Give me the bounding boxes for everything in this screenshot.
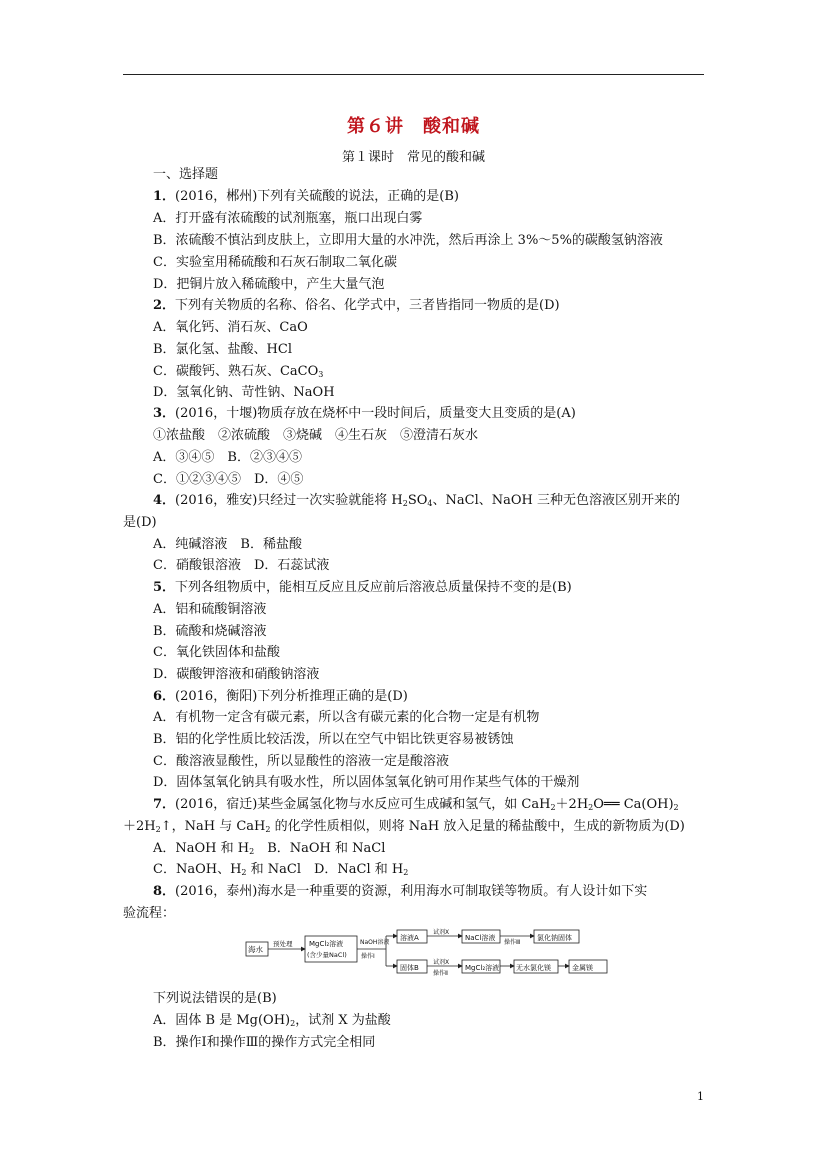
option-d: D．把铜片放入稀硫酸中，产生大量气泡 bbox=[153, 277, 385, 292]
question-stem: SO bbox=[407, 493, 428, 508]
option-b: B．硫酸和烧碱溶液 bbox=[153, 624, 267, 639]
subscript: 2 bbox=[290, 1019, 296, 1028]
question-stem: 下列各组物质中，能相互反应且反应前后溶液总质量保持不变的是(B) bbox=[175, 580, 572, 595]
option-text: A．NaOH 和 H bbox=[153, 841, 250, 856]
question-number: 5． bbox=[153, 580, 176, 595]
question-stem-continued: 是(D) bbox=[123, 515, 157, 530]
question-stem: (2016，宿迁)某些金属氢化物与水反应可生成碱和氢气，如 CaH bbox=[175, 797, 551, 812]
pretreat-label: 预处理 bbox=[273, 940, 293, 948]
subscript: 2 bbox=[249, 847, 255, 856]
question-stem: (2016，雅安)只经过一次实验就能将 H bbox=[175, 493, 403, 508]
option-text: C．NaOH、H bbox=[153, 862, 242, 877]
question-6 bbox=[153, 688, 408, 706]
question-3 bbox=[153, 405, 576, 423]
solution-a-label: 溶液A bbox=[400, 934, 419, 942]
mgcl2-solution-label: MgCl₂溶液 bbox=[309, 940, 344, 948]
option-text: A．固体 B 是 Mg(OH) bbox=[153, 1013, 291, 1028]
option-a: A．打开盛有浓硫酸的试剂瓶塞，瓶口出现白雾 bbox=[153, 211, 423, 226]
mg-metal-label: 金属镁 bbox=[572, 964, 593, 972]
question-stem: (2016，郴州)下列有关硫酸的说法，正确的是(B) bbox=[175, 189, 459, 204]
question-7 bbox=[153, 796, 679, 814]
options-ab: A．③④⑤ B．②③④⑤ bbox=[153, 450, 302, 465]
operation-1-label: 操作Ⅰ bbox=[361, 953, 375, 960]
option-text: C．碳酸钙、熟石灰、CaCO bbox=[153, 364, 319, 379]
subscript: 2 bbox=[241, 868, 247, 877]
question-number: 6． bbox=[153, 689, 176, 704]
subscript: 2 bbox=[155, 825, 161, 834]
question-number: 4． bbox=[153, 493, 176, 508]
page-subtitle: 第１课时 常见的酸和碱 bbox=[341, 150, 485, 165]
question-stem: ＋2H bbox=[555, 797, 589, 812]
option-b: B．氯化氢、盐酸、HCl bbox=[153, 342, 292, 357]
anhydrous-mgcl2-label: 无水氯化镁 bbox=[516, 964, 551, 972]
question-stem: (2016，衡阳)下列分析推理正确的是(D) bbox=[175, 689, 408, 704]
question-stem: 的化学性质相似，则将 NaH 放入足量的稀盐酸中，生成的新物质为(D) bbox=[270, 819, 685, 834]
nacl-solid-label: 氯化钠固体 bbox=[537, 934, 572, 942]
option-d: D．氢氧化钠、苛性钠、NaOH bbox=[153, 385, 335, 400]
question-number: 7． bbox=[153, 797, 176, 812]
options-ab bbox=[153, 840, 385, 858]
option-c: C．氧化铁固体和盐酸 bbox=[153, 645, 280, 660]
experiment-flowchart bbox=[243, 928, 613, 978]
question-stem: ＋2H bbox=[123, 819, 156, 834]
question-stem-continued bbox=[123, 818, 685, 836]
question-ask: 下列说法错误的是(B) bbox=[153, 991, 277, 1006]
question-items: ①浓盐酸 ②浓硫酸 ③烧碱 ④生石灰 ⑤澄清石灰水 bbox=[153, 428, 479, 443]
subscript: 3 bbox=[318, 370, 324, 379]
options-cd bbox=[153, 861, 408, 879]
option-d: D．碳酸钾溶液和硝酸钠溶液 bbox=[153, 667, 320, 682]
question-stem: O══ Ca(OH) bbox=[593, 797, 674, 812]
options-cd: C．硝酸银溶液 D．石蕊试液 bbox=[153, 558, 330, 573]
section-heading: 一、选择题 bbox=[153, 167, 219, 182]
option-text: 和 NaCl D．NaCl 和 H bbox=[246, 862, 404, 877]
question-2 bbox=[153, 297, 560, 315]
subscript: 2 bbox=[673, 803, 679, 812]
subscript: 2 bbox=[588, 803, 594, 812]
operation-3-label: 操作Ⅲ bbox=[504, 939, 521, 946]
option-text: ，试剂 X 为盐酸 bbox=[295, 1013, 391, 1028]
seawater-label: 海水 bbox=[248, 945, 263, 954]
option-a bbox=[153, 1012, 391, 1030]
operation-2-label: 操作Ⅱ bbox=[433, 970, 448, 977]
option-b: B．铝的化学性质比较活泼，所以在空气中铝比铁更容易被锈蚀 bbox=[153, 732, 514, 747]
page-title: 第６讲 酸和碱 bbox=[347, 116, 480, 137]
question-number: 8． bbox=[153, 884, 176, 899]
contains-nacl-label: (含少量NaCl) bbox=[307, 951, 347, 959]
nacl-solution-label: NaCl溶液 bbox=[465, 934, 496, 942]
question-stem: (2016，泰州)海水是一种重要的资源，利用海水可制取镁等物质。有人设计如下实 bbox=[175, 884, 648, 899]
question-number: 2． bbox=[153, 298, 176, 313]
option-c bbox=[153, 363, 323, 381]
question-5 bbox=[153, 579, 572, 597]
solid-b-label: 固体B bbox=[400, 964, 419, 972]
reagent-x-label-2: 试剂X bbox=[433, 959, 450, 966]
option-c: C．酸溶液显酸性，所以显酸性的溶液一定是酸溶液 bbox=[153, 754, 449, 769]
subscript: 2 bbox=[403, 868, 409, 877]
question-number: 3． bbox=[153, 406, 176, 421]
options-ab: A．纯碱溶液 B．稀盐酸 bbox=[153, 537, 302, 552]
question-stem: ↑，NaH 与 CaH bbox=[160, 819, 266, 834]
option-b: B．浓硫酸不慎沾到皮肤上，立即用大量的水冲洗，然后再涂上 3%～5%的碳酸氢钠溶液 bbox=[153, 233, 663, 248]
subscript: 2 bbox=[402, 499, 408, 508]
option-a: A．铝和硫酸铜溶液 bbox=[153, 602, 267, 617]
option-text: B．NaOH 和 NaCl bbox=[254, 841, 386, 856]
option-a: A．有机物一定含有碳元素，所以含有碳元素的化合物一定是有机物 bbox=[153, 710, 540, 725]
mgcl2-solution-label-2: MgCl₂溶液 bbox=[465, 964, 500, 972]
naoh-solution-label: NaOH溶液 bbox=[360, 939, 390, 946]
question-1 bbox=[153, 188, 459, 206]
option-c: C．实验室用稀硫酸和石灰石制取二氧化碳 bbox=[153, 255, 397, 270]
reagent-x-label: 试剂X bbox=[433, 929, 450, 936]
subscript: 2 bbox=[550, 803, 556, 812]
question-stem-continued: 验流程： bbox=[123, 906, 176, 921]
question-stem: 下列有关物质的名称、俗名、化学式中，三者皆指同一物质的是(D) bbox=[175, 298, 560, 313]
page-number: 1 bbox=[697, 1090, 704, 1103]
header-rule bbox=[123, 74, 704, 75]
question-stem: (2016，十堰)物质存放在烧杯中一段时间后，质量变大且变质的是(A) bbox=[175, 406, 576, 421]
options-cd: C．①②③④⑤ D．④⑤ bbox=[153, 472, 304, 487]
option-b: B．操作Ⅰ和操作Ⅲ的操作方式完全相同 bbox=[153, 1035, 376, 1050]
question-8 bbox=[153, 883, 647, 901]
subscript: 4 bbox=[427, 499, 433, 508]
question-stem: 、NaCl、NaOH 三种无色溶液区别开来的 bbox=[432, 493, 680, 508]
question-number: 1． bbox=[153, 189, 176, 204]
option-a: A．氧化钙、消石灰、CaO bbox=[153, 320, 308, 335]
option-d: D．固体氢氧化钠具有吸水性，所以固体氢氧化钠可用作某些气体的干燥剂 bbox=[153, 775, 580, 790]
question-4 bbox=[153, 492, 680, 510]
subscript: 2 bbox=[265, 825, 271, 834]
